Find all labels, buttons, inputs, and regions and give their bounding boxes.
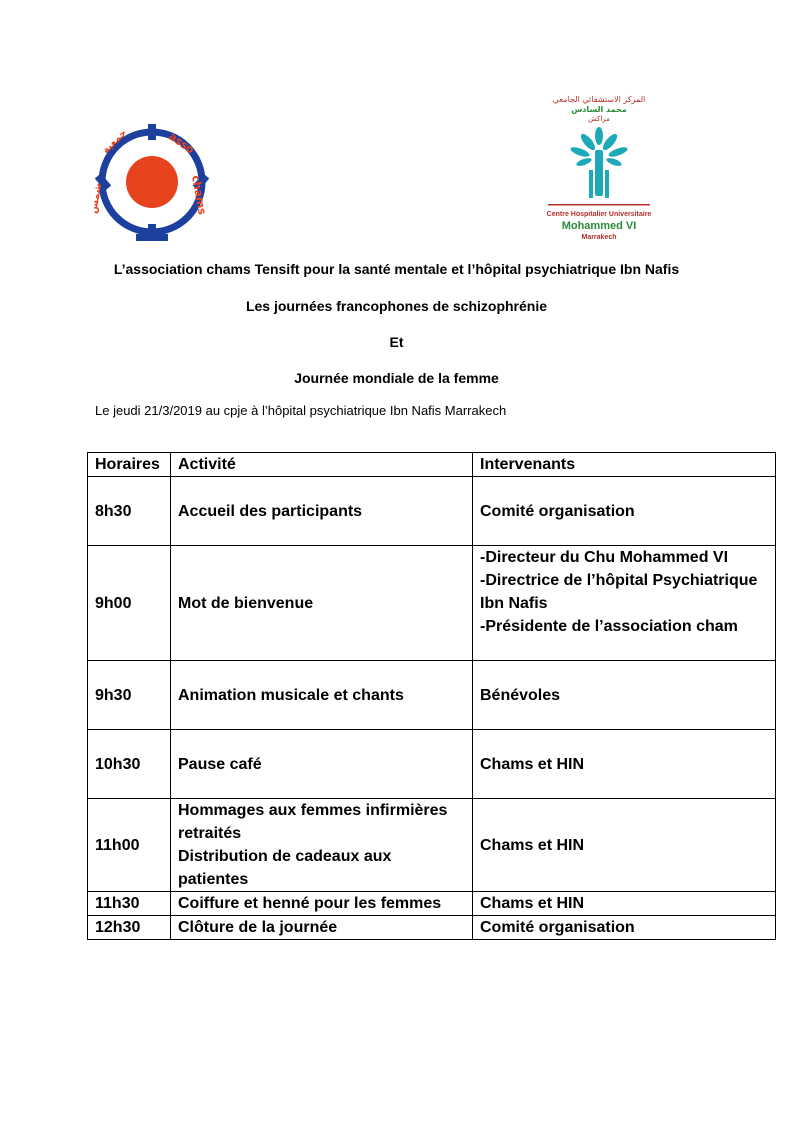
- programme-table: [87, 452, 776, 940]
- table-row: [88, 661, 776, 730]
- activity-line: retraités: [178, 825, 242, 842]
- heading-event: Les journées francophones de schizophrénie: [245, 298, 548, 314]
- speaker-line: -Directeur du Chu Mohammed VI: [480, 549, 729, 566]
- logo-left-text-left2: شمس: [88, 182, 105, 215]
- logo-left-text-left: جمعية: [100, 127, 130, 157]
- row-time: 11h00: [88, 799, 171, 892]
- row-time: 9h30: [88, 661, 171, 730]
- logo-right-line1: Centre Hospitalier Universitaire: [546, 211, 652, 218]
- chu-mohammed-vi-logo: [540, 92, 658, 244]
- header-activite: Activité: [171, 453, 473, 477]
- activity-line: Accueil des participants: [178, 502, 363, 520]
- row-time: 9h00: [88, 546, 171, 661]
- speaker-line: Chams et HIN: [480, 755, 585, 773]
- association-chams-logo: [88, 118, 214, 244]
- row-time: 11h30: [88, 892, 171, 916]
- table-row: [88, 799, 776, 892]
- row-activity: [171, 799, 473, 892]
- activity-line: Animation musicale et chants: [178, 686, 404, 704]
- row-activity: [171, 546, 473, 661]
- activity-line: Pause café: [178, 755, 262, 773]
- row-speakers: [473, 799, 776, 892]
- speaker-line: Bénévoles: [480, 686, 561, 704]
- row-activity: [171, 661, 473, 730]
- activity-line: Coiffure et henné pour les femmes: [178, 895, 442, 912]
- logo-left-text-top: asso: [166, 129, 197, 157]
- header-intervenants: Intervenants: [473, 453, 776, 477]
- logo-right-arabic-line3: مراكش: [588, 115, 610, 123]
- logo-right-line3: Marrakech: [581, 234, 617, 241]
- row-speakers: [473, 916, 776, 940]
- heading-and: Et: [389, 334, 404, 350]
- activity-line: Mot de bienvenue: [178, 594, 314, 612]
- logo-right-arabic-line1: المركز الاستشفائي الجامعي: [552, 95, 646, 104]
- table-row: [88, 892, 776, 916]
- speaker-line: Comité organisation: [480, 919, 635, 936]
- row-activity: [171, 477, 473, 546]
- speaker-line: -Présidente de l’association cham: [480, 618, 738, 635]
- table-row: [88, 916, 776, 940]
- activity-line: Distribution de cadeaux aux: [178, 848, 392, 865]
- table-row: [88, 730, 776, 799]
- table-row: [88, 477, 776, 546]
- speaker-line: Chams et HIN: [480, 836, 585, 854]
- table-row: [88, 546, 776, 661]
- activity-line: Clôture de la journée: [178, 919, 338, 936]
- row-time: 10h30: [88, 730, 171, 799]
- heading-womens-day: Journée mondiale de la femme: [294, 370, 499, 386]
- row-activity: [171, 892, 473, 916]
- logo-right-line2: Mohammed VI: [561, 220, 637, 232]
- event-date-location: Le jeudi 21/3/2019 au cpje à l’hôpital psychiatrique Ibn Nafis Marrakech: [95, 403, 507, 418]
- heading-organisers: L’association chams Tensift pour la santé mentale et l’hôpital psychiatrique Ibn Nafis: [113, 261, 680, 277]
- speaker-line: -Directrice de l’hôpital Psychiatrique: [480, 572, 758, 589]
- speaker-line: Ibn Nafis: [480, 595, 548, 612]
- row-speakers: [473, 477, 776, 546]
- row-activity: [171, 916, 473, 940]
- row-time: 12h30: [88, 916, 171, 940]
- activity-line: Hommages aux femmes infirmières: [178, 802, 448, 819]
- row-speakers: [473, 661, 776, 730]
- row-activity: [171, 730, 473, 799]
- speaker-line: Comité organisation: [480, 502, 635, 520]
- row-speakers: [473, 546, 776, 661]
- logo-right-arabic-line2: محمد السادس: [571, 105, 627, 114]
- row-speakers: [473, 730, 776, 799]
- logo-left-text-side: chams: [189, 174, 209, 216]
- speaker-line: Chams et HIN: [480, 895, 585, 912]
- row-speakers: [473, 892, 776, 916]
- header-horaires: Horaires: [88, 453, 171, 477]
- table-header-row: [88, 453, 776, 477]
- activity-line: patientes: [178, 871, 249, 888]
- row-time: 8h30: [88, 477, 171, 546]
